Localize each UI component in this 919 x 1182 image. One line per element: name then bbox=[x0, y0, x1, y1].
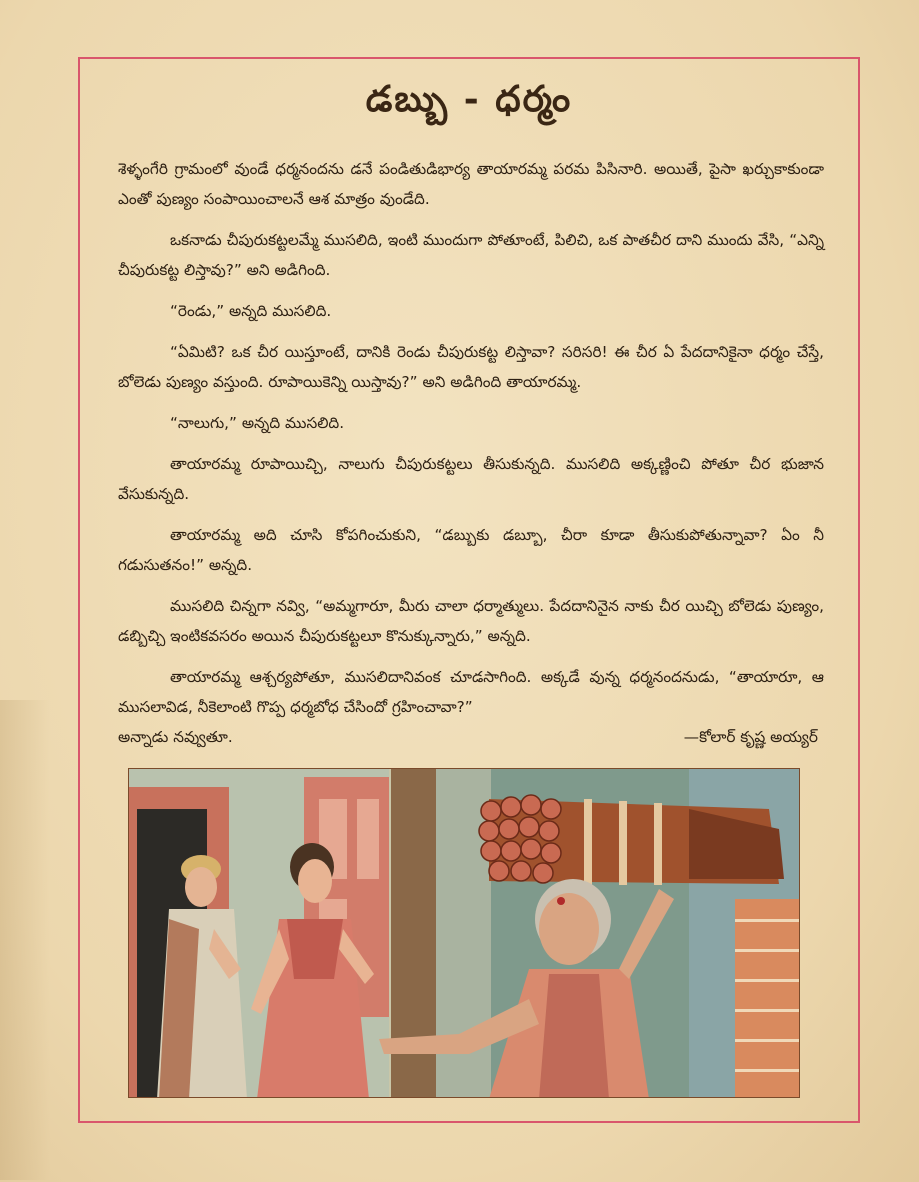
broom-bundle bbox=[479, 795, 784, 885]
brick-wall bbox=[735, 899, 800, 1098]
story-title: డబ్బు - ధర్మం bbox=[365, 78, 573, 120]
story-illustration bbox=[128, 768, 800, 1098]
story-paragraph: “నాలుగు,” అన్నది ముసలిది. bbox=[170, 414, 345, 432]
story-paragraph: తాయారమ్మ అది చూసి కోపగించుకుని, “డబ్బుకు డబ్బూ, చీరా కూడా తీసుకుపోతున్నావా? ఏం నీ గడుసుతనం!” అన్నది. bbox=[118, 526, 824, 574]
story-paragraph: ముసలిది చిన్నగా నవ్వి, “అమ్మగారూ, మీరు చాలా ధర్మాత్ములు. పేదదానినైన నాకు చీర యిచ్చి బోలెడు పుణ్యం, డబ్బిచ్చి ఇంటికవసరం అయిన చీపురుకట్టలూ కొనుక్కున్నారు,” అన్నది. bbox=[118, 597, 824, 645]
closing-line: అన్నాడు నవ్వుతూ. bbox=[118, 728, 233, 746]
story-paragraph: ఒకనాడు చీపురుకట్టలమ్మే ముసలిది, ఇంటి ముందుగా పోతూంటే, పిలిచి, ఒక పాతచీర దాని ముందు వేసి, “ఎన్ని చీపురుకట్ట లిస్తావు?” అని అడిగింది. bbox=[118, 231, 824, 279]
story-body bbox=[118, 154, 824, 752]
page-edge-stain bbox=[0, 700, 50, 1180]
story-paragraph: తాయారమ్మ రూపాయిచ్చి, నాలుగు చీపురుకట్టలు తీసుకున్నది. ముసలిది అక్కణ్ణించి పోతూ చీర భుజాన వేసుకున్నది. bbox=[118, 455, 824, 503]
story-paragraph: “ఏమిటి? ఒక చీర యిస్తూంటే, దానికి రెండు చీపురుకట్ట లిస్తావా? సరిసరి! ఈ చీర ఏ పేదదానికైనా ధర్మం చేస్తే, బోలెడు పుణ్యం వస్తుంది. రూపాయికెన్ని యిస్తావు?” అని అడిగింది తాయారమ్మ. bbox=[118, 343, 824, 391]
story-paragraph: శెళ్ళంగేరి గ్రామంలో వుండే ధర్మనందను డనే పండితుడిభార్య తాయారమ్మ పరమ పిసినారి. అయితే, పైసా ఖర్చుకాకుండా ఎంతో పుణ్యం సంపాయించాలనే ఆశ మాత్రం వుండేది. bbox=[118, 160, 824, 208]
story-paragraph: తాయారమ్మ ఆశ్చర్యపోతూ, ముసలిదానివంక చూడసాగింది. అక్కడే వున్న ధర్మనందనుడు, “తాయారూ, ఆ ముసలావిడ, నీకెలాంటి గొప్ప ధర్మబోధ చేసిందో గ్రహించావా?” bbox=[118, 668, 824, 716]
author-credit: —కోలార్ కృష్ణ అయ్యర్ bbox=[683, 728, 818, 746]
illustration-drawing bbox=[129, 769, 800, 1098]
closing-row bbox=[118, 722, 824, 752]
story-paragraph: “రెండు,” అన్నది ముసలిది. bbox=[170, 302, 332, 320]
